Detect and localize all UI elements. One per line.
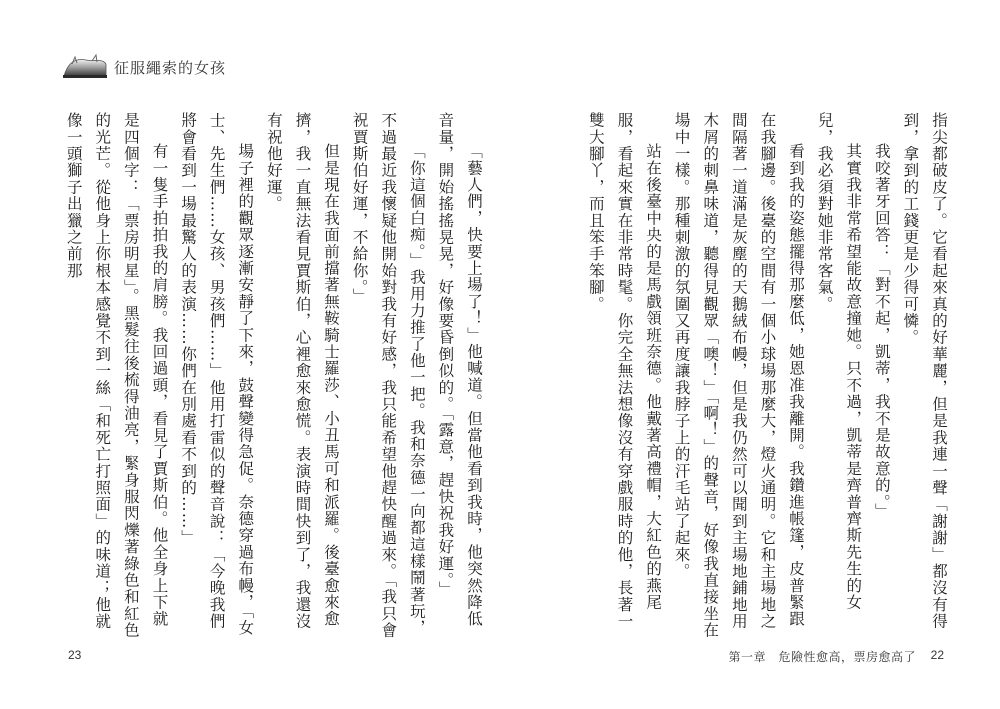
book-title-header [62,52,226,82]
paragraph: 「藝人們，快要上場了！」他喊道。但當他看到我時，他突然降低音量，開始搖搖晃晃，好像要昏倒似的。「露意，趕快祝我好運。」 [436,112,483,628]
paragraph: 我咬著牙回答：「對不起，凱蒂，我不是故意的。」 [872,143,891,520]
running-head-chapter: 第一章 危險性愈高，票房愈高了 [728,650,916,664]
paragraph: 但是現在我面前擋著無鞍騎士羅莎、小丑馬可和派羅。後臺愈來愈擠，我一直無法看見賈斯伯，心裡愈來愈慌。表演時間快到了，我還沒有祝他好運。 [264,112,341,630]
paragraph: 場子裡的觀眾逐漸安靜了下來，鼓聲變得急促。奈德穿過布幔，「女士、先生們……女孩、男孩們……」他用打雷似的聲音說：「今晚我們將會看到一場最驚人的表演……你們在別處看不到的……」 [179,112,255,637]
paragraph: 指尖都破皮了。它看起來真的好華麗，但是我連一聲「謝謝」都沒有得到，拿到的工錢更是少得可憐。 [901,112,948,630]
book-title: 征服繩索的女孩 [114,58,227,77]
left-page-text [48,112,488,642]
paragraph: 「你這個白痴。」我用力推了他一把。我和奈德一向都這樣鬧著玩，不過最近我懷疑他開始對我有好感，我只能希望他趕快醒過來。「我只會祝賈斯伯好運，不給你。」 [350,112,426,639]
paragraph: 有一隻手拍拍我的肩膀。我回過頭，看見了賈斯伯。他全身上下就是四個字：「票房明星」。黑髮往後梳得油亮，緊身服閃爍著綠色和紅色的光芒。從他身上你根本感覺不到一絲「和死亡打照面」的味道；他就像一頭獅子出獵之前那 [64,112,169,639]
book-logo-icon [62,54,108,80]
right-page-text [563,112,953,642]
paragraph: 看到我的姿態擺得那麼低，她恩准我離開。我鑽進帳篷，皮普緊跟在我腳邊。後臺的空間有一個小球場那麼大，燈火通明。它和主場地之間隔著一道滿是灰塵的天鵝絨布幔，但是我仍然可以聞到主場地鋪地用木屑的刺鼻味道，聽得見觀眾「噢！」「啊！」的聲音，好像我直接坐在場中一樣。那種刺激的氛圍又再度讓我脖子上的汗毛站了起來。 [672,112,806,639]
left-page-number: 23 [68,648,82,662]
paragraph: 站在後臺中央的是馬戲領班奈德。他戴著高禮帽，大紅色的燕尾服，看起來實在非常時髦。你完全無法想像沒有穿戲服時的他，長著一雙大腳丫，而且笨手笨腳。 [586,112,663,630]
paragraph: 其實我非常希望能故意撞她。只不過，凱蒂是齊普齊斯先生的女兒，我必須對她非常客氣。 [815,112,863,611]
right-page-number: 22 [930,648,944,662]
